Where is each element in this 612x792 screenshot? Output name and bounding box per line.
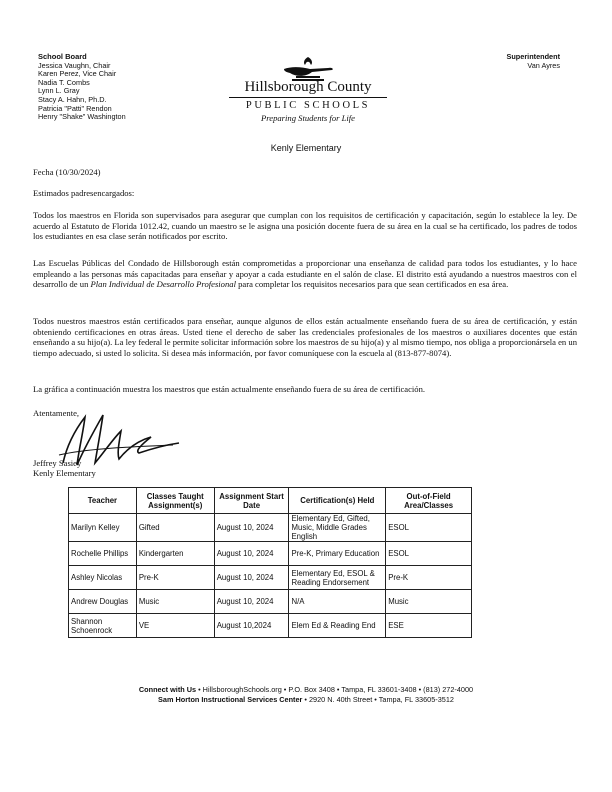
table-cell: August 10, 2024 [214, 566, 289, 590]
table-cell: Andrew Douglas [69, 590, 137, 614]
school-name: Kenly Elementary [270, 143, 342, 153]
table-row [69, 566, 472, 590]
page-footer [0, 685, 612, 705]
table-cell: Elementary Ed, ESOL & Reading Endorsement [289, 566, 386, 590]
superintendent-title: Superintendent [506, 52, 560, 61]
footer-line-1 [0, 685, 612, 695]
column-header: Teacher [69, 488, 137, 514]
district-tagline: Preparing Students for Life [261, 113, 355, 123]
table-header-row [69, 488, 472, 514]
letter-closing: Atentamente, [33, 408, 80, 418]
signer-school: Kenly Elementary [33, 468, 96, 478]
table-row [69, 542, 472, 566]
table-cell: Elementary Ed, Gifted, Music, Middle Grades English [289, 514, 386, 542]
board-member: Stacy A. Hahn, Ph.D. [38, 94, 107, 104]
district-logo [218, 55, 398, 124]
table-cell: ESOL [386, 514, 472, 542]
table-row [69, 514, 472, 542]
table-cell: Music [386, 590, 472, 614]
table-cell: August 10, 2024 [214, 514, 289, 542]
board-member: Karen Perez, Vice Chair [38, 69, 117, 79]
column-header: Certification(s) Held [289, 488, 386, 514]
table-cell: Rochelle Phillips [69, 542, 137, 566]
district-subtitle: PUBLIC SCHOOLS [245, 100, 371, 111]
school-board-list [38, 53, 126, 122]
table-cell: Music [136, 590, 214, 614]
table-cell: Pre-K [386, 566, 472, 590]
paragraph-2-text: Las Escuelas Públicas del Condado de Hillsborough están comprometidas a proporcionar una enseñanza de calidad para todos los estudiantes, y lo hace empleando a las personas más capacitadas para enseñar y apoyar a cada estudiante en el salón de clase. El distrito está ayudando a nuestros maestros con el desarrollo de un [33, 258, 577, 290]
table-cell: August 10, 2024 [214, 590, 289, 614]
table-cell: Marilyn Kelley [69, 514, 137, 542]
out-of-field-table [68, 487, 472, 638]
footer-center-label: Sam Horton Instructional Services Center [158, 695, 303, 704]
paragraph-4: La gráfica a continuación muestra los maestros que están actualmente enseñando fuera de su área de certificación. [33, 384, 426, 394]
table-row [69, 590, 472, 614]
paragraph-3: Todos nuestros maestros están certificados para enseñar, aunque algunos de ellos están actualmente enseñando fuera de su área de certificación, y están obteniendo certificaciones en otras áreas. Usted tiene el derecho de saber las credenciales profesionales de los maestros o auxiliares docentes que están enseñando a su hijo(a). La ley federal le permite solicitar información sobre los maestros de su hijo(a) y al mismo tiempo, nos obliga a proporcionársela en un tiempo adecuado, si usted lo solicita. Si desea más información, por favor comuníquese con la escuela al (813-877-8074). [33, 316, 577, 358]
logo-divider [229, 97, 387, 98]
district-name: Hillsborough County [244, 79, 372, 95]
letter-greeting: Estimados padresencargados: [33, 188, 135, 198]
paragraph-2 [33, 258, 577, 290]
footer-address: • 2920 N. 40th Street • Tampa, FL 33605-3512 [302, 695, 454, 704]
board-member: Patricia "Patti" Rendon [38, 103, 112, 113]
footer-connect-label: Connect with Us [138, 685, 197, 694]
board-member: Lynn L. Gray [38, 86, 80, 96]
column-header: Assignment Start Date [214, 488, 289, 514]
table-cell: N/A [289, 590, 386, 614]
paragraph-2-text-end: para completar los requisitos necesarios para que sean certificados en esa área. [235, 279, 509, 290]
board-member: Jessica Vaughn, Chair [38, 60, 111, 70]
table-cell: VE [136, 614, 214, 638]
table-cell: Elem Ed & Reading End [289, 614, 386, 638]
table-cell: Kindergarten [136, 542, 214, 566]
board-member: Nadia T. Combs [38, 77, 90, 87]
table-cell: ESE [386, 614, 472, 638]
table-cell: Pre-K [136, 566, 214, 590]
signer-name: Jeffrey Sasiey [33, 458, 82, 468]
table-cell: August 10,2024 [214, 614, 289, 638]
table-cell: August 10, 2024 [214, 542, 289, 566]
lamp-icon [278, 55, 338, 81]
table-cell: Pre-K, Primary Education [289, 542, 386, 566]
superintendent-name: Van Ayres [527, 60, 560, 70]
table-cell: ESOL [386, 542, 472, 566]
table-row [69, 614, 472, 638]
superintendent-block [506, 53, 560, 70]
paragraph-1: Todos los maestros en Florida son supervisados para asegurar que cumplan con los requisitos de certificación y capacitación, según lo establece la ley. De acuerdo al Estatuto de Florida 1012.42, cuando un maestro se le asigna una posición docente fuera de su área en la cual se ha certificado, los padres de todos los estudiantes en esa clase serán notificados por escrito. [33, 210, 577, 242]
footer-contact: • HillsboroughSchools.org • P.O. Box 3408 • Tampa, FL 33601-3408 • (813) 272-4000 [196, 685, 474, 694]
column-header: Out-of-Field Area/Classes [386, 488, 472, 514]
table-cell: Ashley Nicolas [69, 566, 137, 590]
board-member: Henry "Shake" Washington [38, 112, 126, 122]
column-header: Classes Taught Assignment(s) [136, 488, 214, 514]
table-cell: Shannon Schoenrock [69, 614, 137, 638]
table-cell: Gifted [136, 514, 214, 542]
footer-line-2 [0, 695, 612, 705]
letter-date: Fecha (10/30/2024) [33, 167, 101, 177]
paragraph-2-emphasis: Plan Individual de Desarrollo Profesional [90, 279, 236, 290]
school-board-title: School Board [38, 52, 87, 61]
